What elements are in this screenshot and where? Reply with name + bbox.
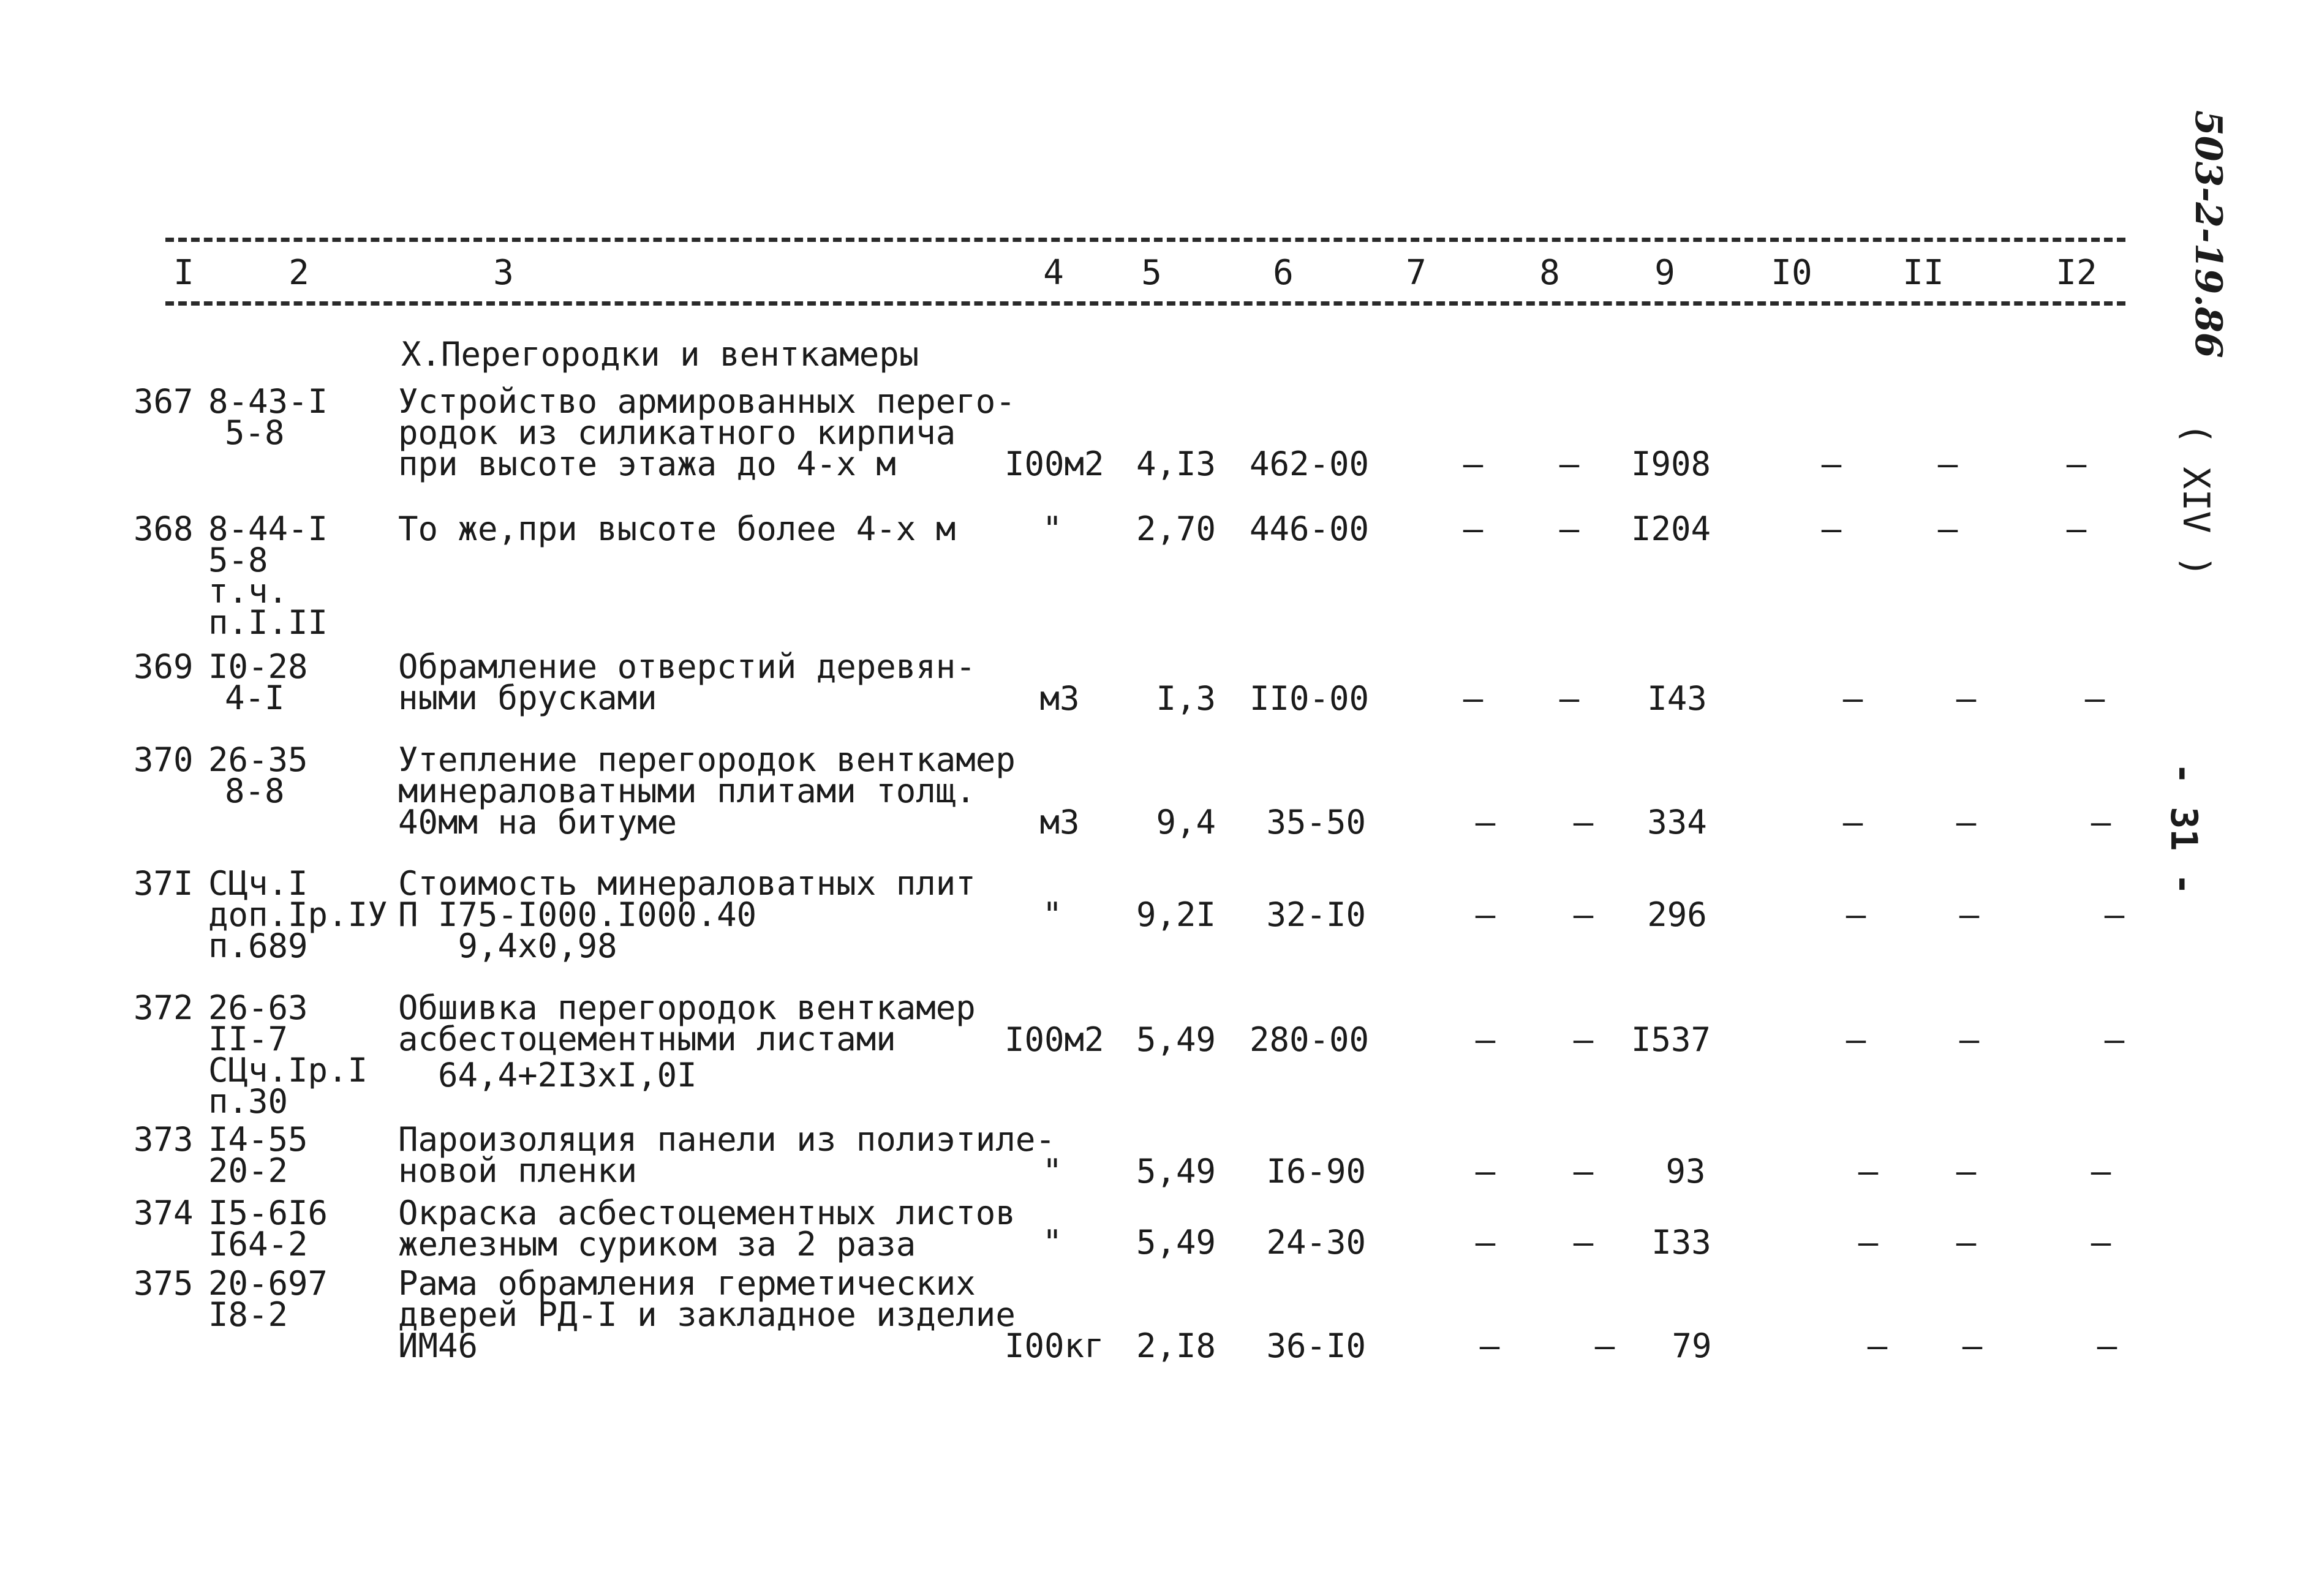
row-qty: 5,49 — [1136, 1223, 1216, 1262]
row-total: 296 — [1647, 895, 1707, 934]
row-col12: – — [2091, 803, 2111, 841]
column-header-10: I0 — [1771, 253, 1812, 293]
row-qty: I,3 — [1156, 679, 1216, 718]
row-code: 26-35 8-8 — [208, 740, 308, 810]
row-col11: – — [1937, 510, 1958, 548]
row-col10: – — [1842, 679, 1863, 718]
header-bottom-rule — [165, 301, 2125, 306]
page-number: - 31 - — [2162, 762, 2205, 895]
row-col10: – — [1821, 510, 1842, 548]
row-unit: I00м2 — [1005, 1020, 1104, 1059]
row-code: 20-697 I8-2 — [208, 1264, 328, 1334]
column-header-1: I — [173, 253, 194, 293]
row-qty: 9,4 — [1156, 803, 1216, 841]
column-header-5: 5 — [1141, 253, 1162, 293]
row-col7: – — [1475, 1020, 1496, 1059]
row-unit: м3 — [1039, 803, 1080, 841]
row-col7: – — [1475, 1223, 1496, 1262]
column-header-6: 6 — [1273, 253, 1294, 293]
row-unit: " — [1042, 1152, 1063, 1191]
row-qty: 5,49 — [1136, 1020, 1216, 1059]
row-price: 462-00 — [1250, 445, 1370, 483]
row-col10: – — [1821, 445, 1842, 483]
row-code: I0-28 4-I — [208, 647, 308, 717]
row-col11: – — [1959, 1020, 1980, 1059]
row-col7: – — [1479, 1327, 1500, 1365]
row-code: 26-63 II-7 СЦч.Iр.I п.30 — [208, 988, 368, 1121]
row-col8: – — [1573, 895, 1594, 934]
row-unit: I00кг — [1005, 1327, 1104, 1365]
row-price: 35-50 — [1266, 803, 1366, 841]
row-col8: – — [1559, 445, 1580, 483]
row-price: II0-00 — [1250, 679, 1370, 718]
row-description: Обрамление отверстий деревян- ными брусками — [398, 647, 976, 717]
row-col12: – — [2084, 679, 2105, 718]
row-col12: – — [2066, 445, 2087, 483]
row-col7: – — [1463, 445, 1484, 483]
row-unit: " — [1042, 510, 1063, 548]
row-col7: – — [1475, 895, 1496, 934]
row-col10: – — [1846, 1020, 1866, 1059]
row-col8: – — [1573, 1152, 1594, 1191]
row-number: 368 — [134, 510, 194, 548]
row-code: I4-55 20-2 — [208, 1120, 308, 1190]
row-col10: – — [1867, 1327, 1888, 1365]
row-number: 375 — [134, 1264, 194, 1303]
row-total: 93 — [1665, 1152, 1706, 1191]
row-col12: – — [2066, 510, 2087, 548]
column-header-4: 4 — [1043, 253, 1064, 293]
section-title: X.Перегородки и венткамеры — [401, 335, 919, 374]
row-code: 8-43-I 5-8 — [208, 382, 328, 452]
row-col7: – — [1475, 803, 1496, 841]
column-header-9: 9 — [1654, 253, 1675, 293]
row-col7: – — [1463, 679, 1484, 718]
row-total: I908 — [1631, 445, 1711, 483]
row-total: 334 — [1647, 803, 1707, 841]
row-unit: " — [1042, 1223, 1063, 1262]
row-qty: 4,I3 — [1136, 445, 1216, 483]
row-col8: – — [1573, 1223, 1594, 1262]
row-qty: 2,I8 — [1136, 1327, 1216, 1365]
row-number: 374 — [134, 1194, 194, 1232]
row-col8: – — [1573, 1020, 1594, 1059]
column-header-8: 8 — [1539, 253, 1560, 293]
row-col12: – — [2097, 1327, 2117, 1365]
row-description: Стоимость минераловатных плит П I75-I000.I000.40 9,4х0,98 — [398, 864, 976, 965]
volume-number: ( XIV ) — [2174, 423, 2217, 578]
row-col7: – — [1463, 510, 1484, 548]
row-col7: – — [1475, 1152, 1496, 1191]
row-col8: – — [1559, 510, 1580, 548]
row-description: Устройство армированных перего- родок из силикатного кирпича при высоте этажа до 4-х м — [398, 382, 1016, 483]
row-total: 79 — [1672, 1327, 1712, 1365]
row-number: 367 — [134, 382, 194, 421]
row-qty: 9,2I — [1136, 895, 1216, 934]
row-col11: – — [1956, 1223, 1977, 1262]
row-unit: м3 — [1039, 679, 1080, 718]
row-code: СЦч.I доп.Iр.IУ п.689 — [208, 864, 388, 965]
row-total: I537 — [1631, 1020, 1711, 1059]
row-number: 37I — [134, 864, 194, 903]
row-price: 32-I0 — [1266, 895, 1366, 934]
row-col11: – — [1962, 1327, 1983, 1365]
row-col10: – — [1858, 1152, 1879, 1191]
row-description: То же,при высоте более 4-х м — [398, 510, 956, 548]
row-col8: – — [1573, 803, 1594, 841]
column-header-11: II — [1902, 253, 1944, 293]
row-col8: – — [1594, 1327, 1615, 1365]
row-qty: 2,70 — [1136, 510, 1216, 548]
column-header-2: 2 — [288, 253, 309, 293]
row-total: I43 — [1647, 679, 1707, 718]
row-col12: – — [2104, 1020, 2125, 1059]
row-unit: " — [1042, 895, 1063, 934]
row-col10: – — [1858, 1223, 1879, 1262]
row-total: I204 — [1631, 510, 1711, 548]
row-col10: – — [1846, 895, 1866, 934]
row-code: I5-6I6 I64-2 — [208, 1194, 328, 1263]
row-col11: – — [1956, 1152, 1977, 1191]
row-description: Утепление перегородок венткамер минераловатными плитами толщ. 40мм на битуме — [398, 740, 1016, 841]
row-col12: – — [2091, 1152, 2111, 1191]
row-description: Окраска асбестоцементных листов железным суриком за 2 раза — [398, 1194, 1016, 1263]
row-number: 369 — [134, 647, 194, 686]
document-code: 503-2-19.86 — [2187, 110, 2230, 358]
row-col11: – — [1937, 445, 1958, 483]
row-number: 373 — [134, 1120, 194, 1159]
row-col12: – — [2104, 895, 2125, 934]
row-qty: 5,49 — [1136, 1152, 1216, 1191]
row-price: 36-I0 — [1266, 1327, 1366, 1365]
row-col8: – — [1559, 679, 1580, 718]
column-header-7: 7 — [1406, 253, 1427, 293]
column-header-3: 3 — [493, 253, 514, 293]
row-total: I33 — [1651, 1223, 1711, 1262]
header-top-rule — [165, 238, 2125, 242]
row-code: 8-44-I 5-8 т.ч. п.I.II — [208, 510, 328, 642]
row-price: 24-30 — [1266, 1223, 1366, 1262]
row-number: 372 — [134, 988, 194, 1027]
row-col12: – — [2091, 1223, 2111, 1262]
row-price: 280-00 — [1250, 1020, 1370, 1059]
row-description: Пароизоляция панели из полиэтиле- новой пленки — [398, 1120, 1055, 1190]
row-col11: – — [1956, 679, 1977, 718]
row-description: Обшивка перегородок венткамер асбестоцементными листами 64,4+2I3хI,0I — [398, 988, 976, 1094]
column-header-12: I2 — [2056, 253, 2097, 293]
row-price: I6-90 — [1266, 1152, 1366, 1191]
row-col10: – — [1842, 803, 1863, 841]
row-description: Рама обрамления герметических дверей РД-I и закладное изделие ИМ46 — [398, 1264, 1016, 1365]
row-col11: – — [1959, 895, 1980, 934]
row-unit: I00м2 — [1005, 445, 1104, 483]
row-price: 446-00 — [1250, 510, 1370, 548]
row-number: 370 — [134, 740, 194, 779]
row-col11: – — [1956, 803, 1977, 841]
